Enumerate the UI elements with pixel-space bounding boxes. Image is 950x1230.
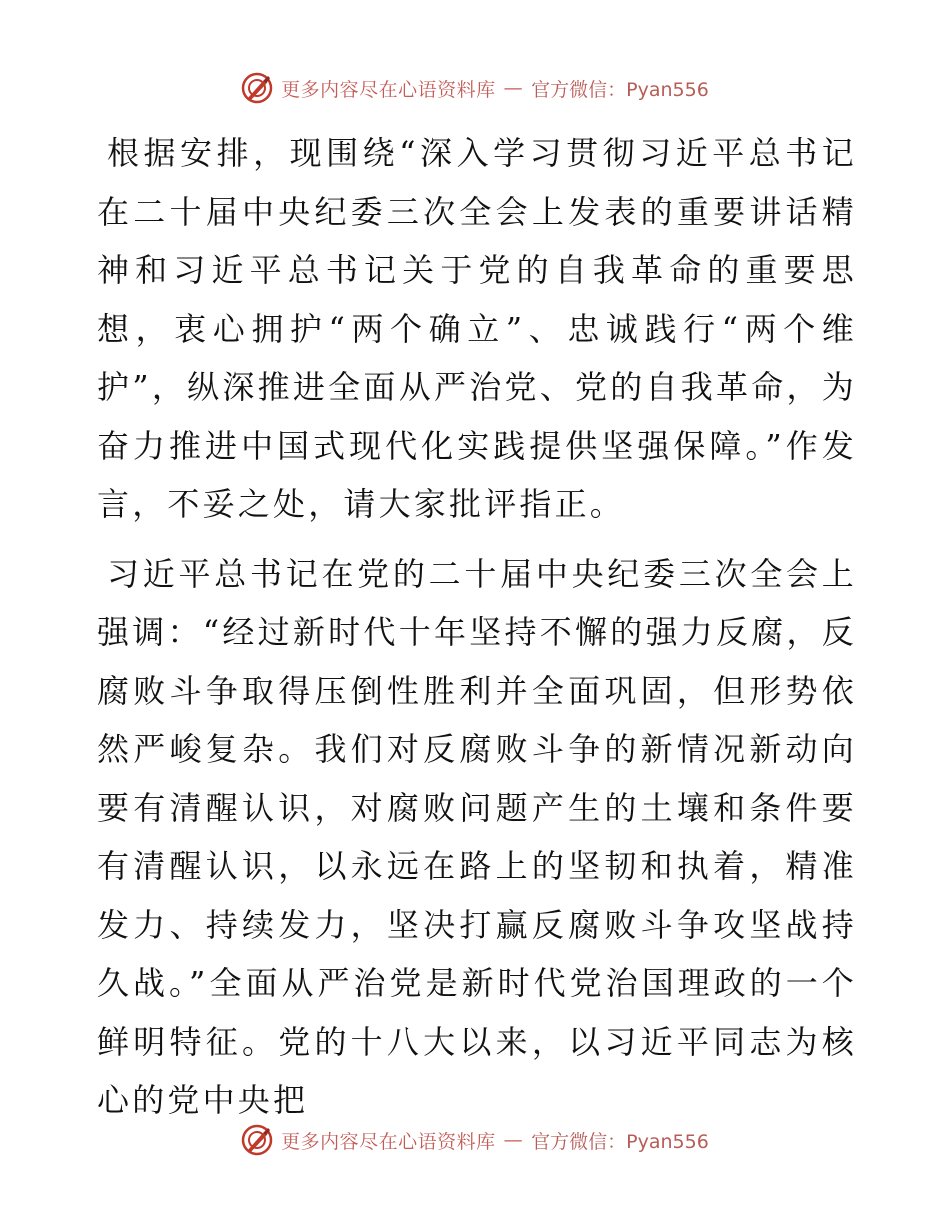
document-body bbox=[97, 124, 857, 1130]
paragraph-quote: 习近平总书记在党的二十届中央纪委三次全会上强调：“经过新时代十年坚持不懈的强力反腐，反腐败斗争取得压倒性胜利并全面巩固，但形势依然严峻复杂。我们对反腐败斗争的新情况新动向要有清醒认识，对腐败问题产生的土壤和条件要有清醒认识，以永远在路上的坚韧和执着，精准发力、持续发力，坚决打赢反腐败斗争攻坚战持久战。”全面从严治党是新时代党治国理政的一个鲜明特征。党的十八大以来，以习近平同志为核心的党中央把 bbox=[97, 554, 857, 1119]
paragraph-intro: 根据安排，现围绕“深入学习贯彻习近平总书记在二十届中央纪委三次全会上发表的重要讲话精神和习近平总书记关于党的自我革命的重要思想，衷心拥护“两个确立”、忠诚践行“两个维护”，纵深推进全面从严治党、党的自我革命，为奋力推进中国式现代化实践提供坚强保障。”作发言，不妥之处，请大家批评指正。 bbox=[97, 134, 857, 523]
footer-watermark bbox=[0, 1124, 950, 1156]
watermark-wechat-label: 官方微信：Pyan556 bbox=[531, 1130, 709, 1153]
pen-logo-icon bbox=[241, 1124, 273, 1156]
watermark-separator: — bbox=[503, 77, 524, 99]
watermark-site-text: 更多内容尽在心语资料库 bbox=[281, 1130, 496, 1153]
watermark-wechat-label: 官方微信：Pyan556 bbox=[531, 78, 709, 101]
pen-logo-icon bbox=[241, 72, 273, 104]
watermark-separator: — bbox=[503, 1129, 524, 1151]
watermark-site-text: 更多内容尽在心语资料库 bbox=[281, 78, 496, 101]
header-watermark bbox=[0, 72, 950, 104]
